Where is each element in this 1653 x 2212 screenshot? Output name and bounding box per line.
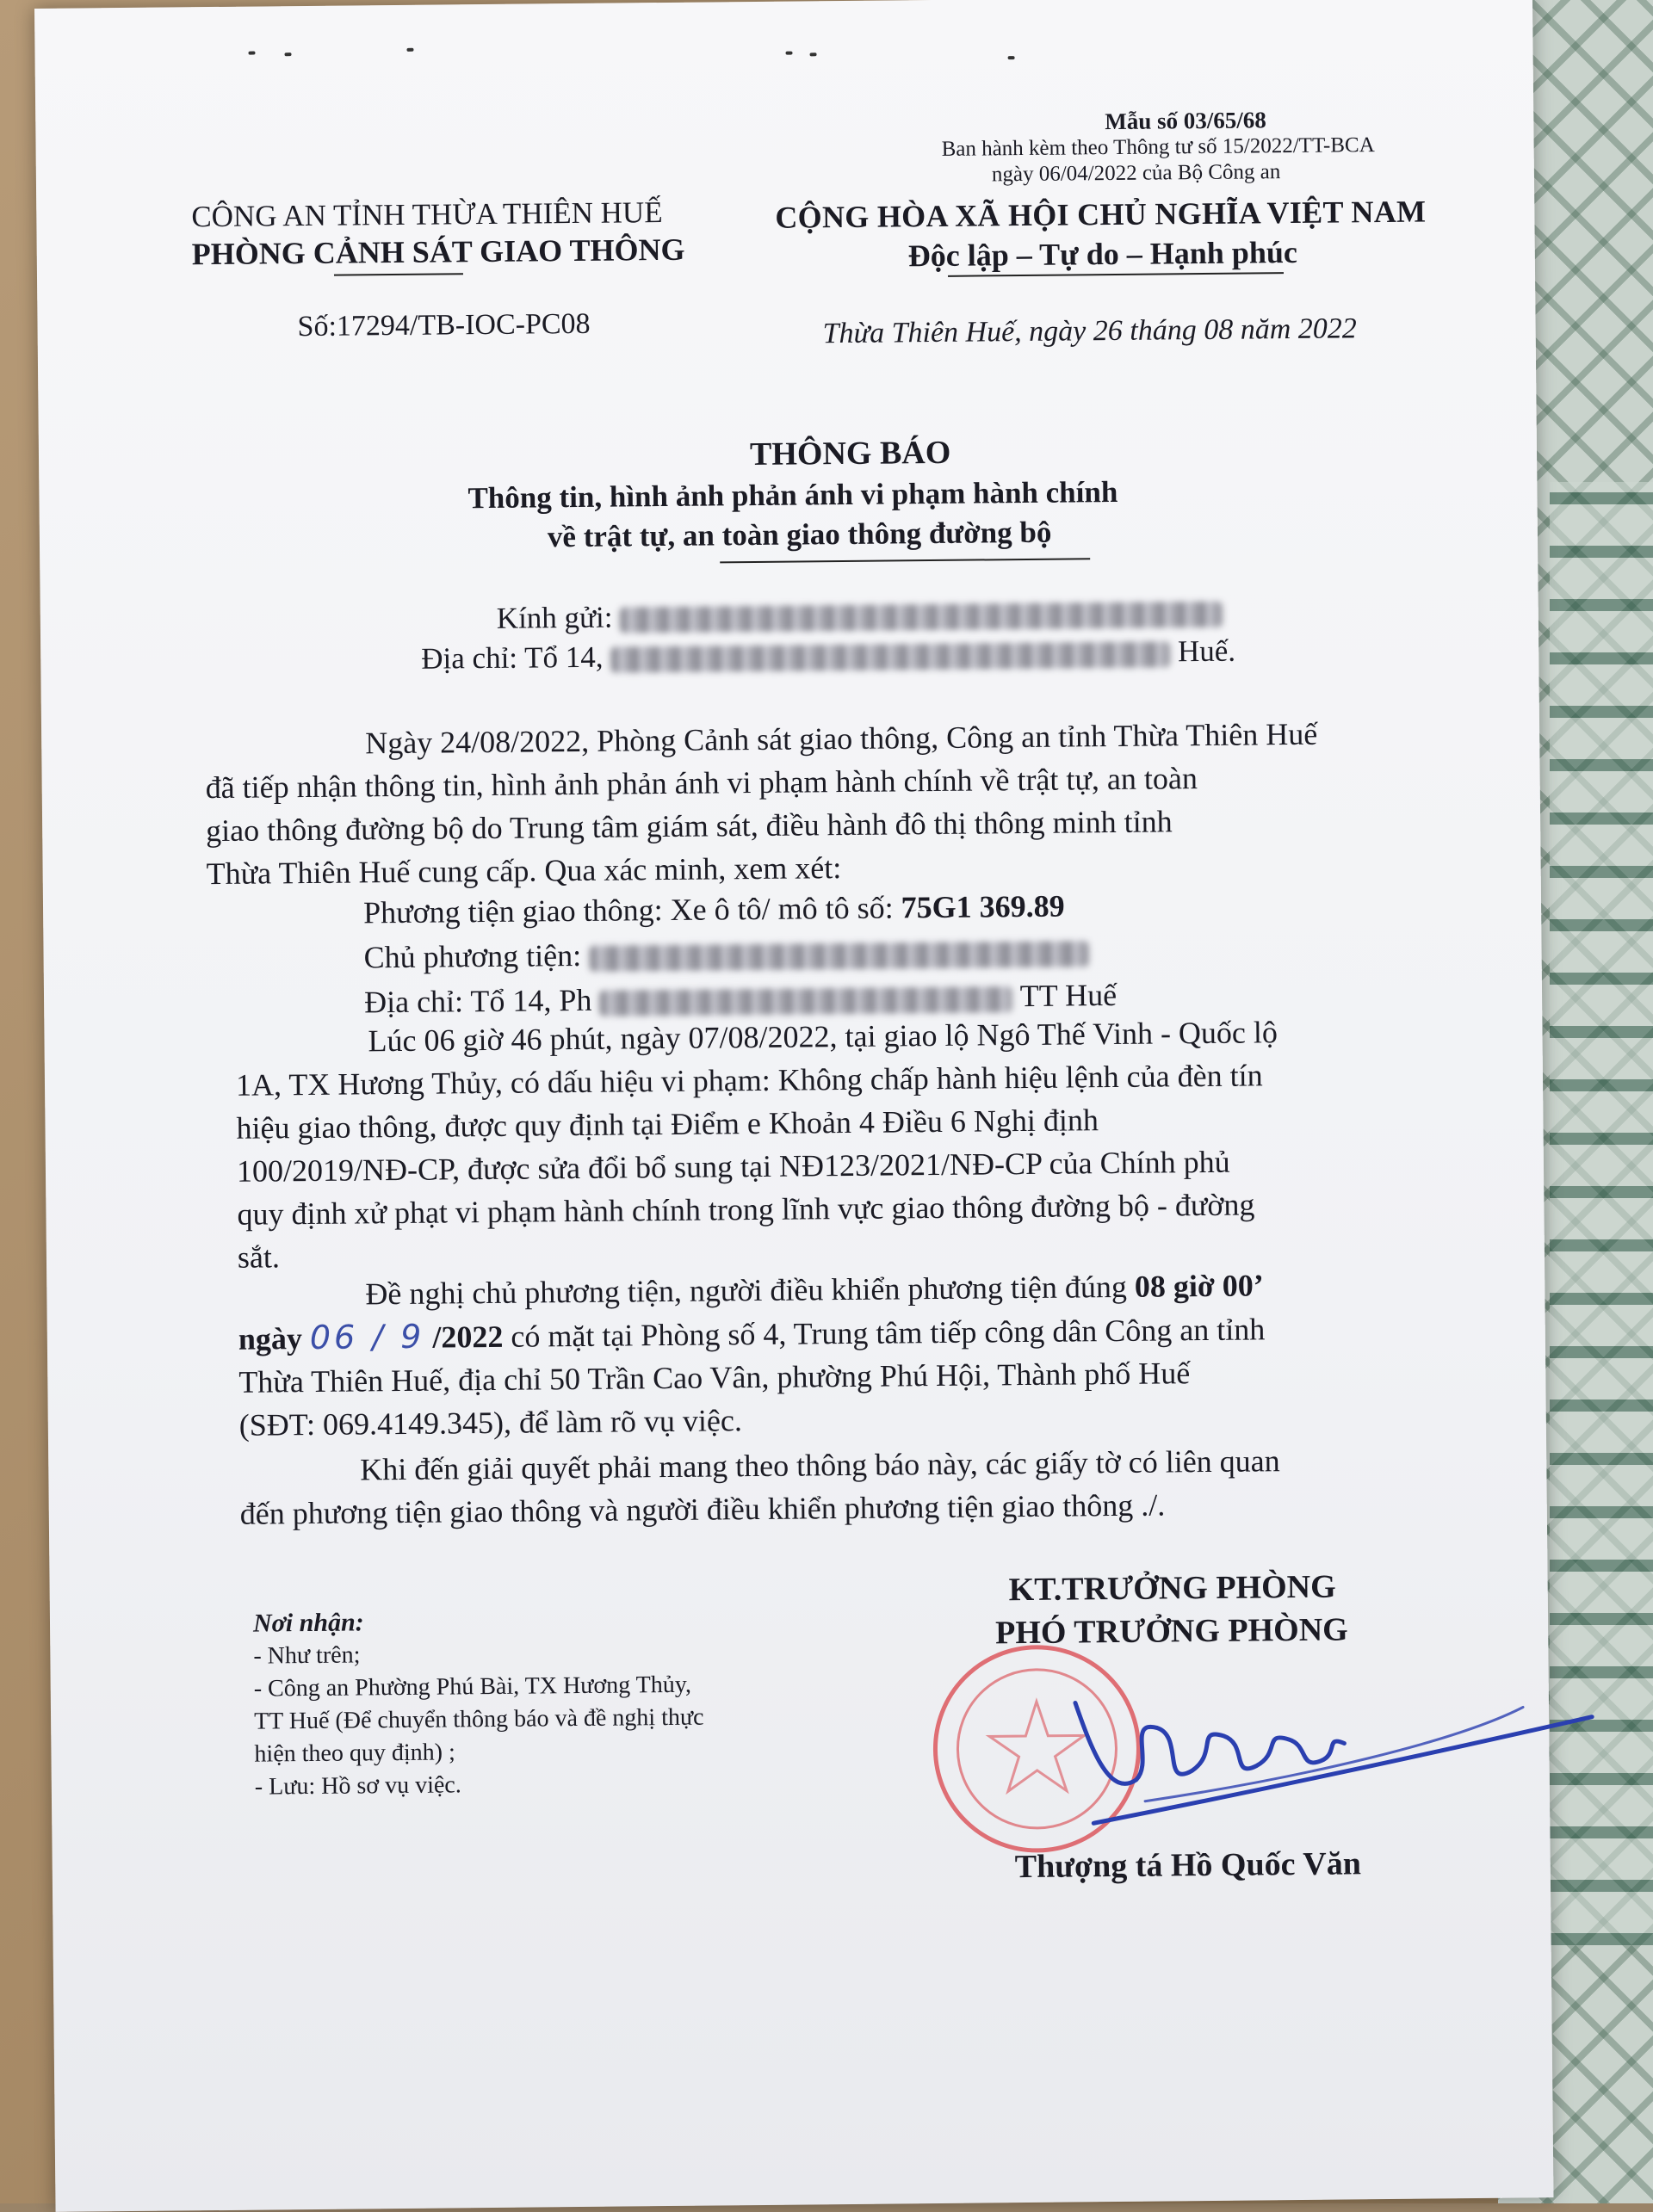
recipients-item: - Lưu: Hồ sơ vụ việc.: [254, 1771, 461, 1801]
paragraph-violation: [235, 1010, 1279, 1279]
print-mark: [406, 48, 413, 52]
summons-day-label: ngày: [238, 1321, 303, 1356]
republic-heading: CỘNG HÒA XÃ HỘI CHỦ NGHĨA VIỆT NAM: [775, 194, 1427, 235]
handwritten-signature-icon: [1040, 1647, 1610, 1850]
vehicle-plate: 75G1 369.89: [901, 888, 1065, 925]
place-date: Thừa Thiên Huế, ngày 26 tháng 08 năm 2022: [822, 312, 1357, 350]
redacted-recipient-address: [610, 641, 1170, 672]
paragraph-line: 1A, TX Hương Thủy, có dấu hiệu vi phạm: Không chấp hành hiệu lệnh của đèn tín: [235, 1058, 1263, 1103]
print-mark: [786, 52, 793, 55]
summons-text: Đề nghị chủ phương tiện, người điều khiển phương tiện đúng: [365, 1269, 1136, 1312]
issued-with-circular: Ban hành kèm theo Thông tư số 15/2022/TT-BCA: [941, 133, 1375, 161]
print-mark: [248, 52, 255, 55]
issued-date: ngày 06/04/2022 của Bộ Công an: [991, 160, 1281, 187]
summons-location: có mặt tại Phòng số 4, Trung tâm tiếp công dân Công an tỉnh: [503, 1312, 1266, 1354]
owner-label: Chủ phương tiện:: [363, 937, 582, 975]
paragraph-line: 100/2019/NĐ-CP, được sửa đổi bổ sung tại NĐ123/2021/NĐ-CP của Chính phủ: [236, 1144, 1230, 1189]
document-sheet: [34, 0, 1553, 2212]
document-number: Số:17294/TB-IOC-PC08: [297, 307, 591, 343]
handwritten-date: 06 / 9: [309, 1317, 425, 1356]
paragraph-line: quy định xử phạt vi phạm hành chính trong lĩnh vực giao thông đường bộ - đường: [237, 1187, 1255, 1232]
agency-name: CÔNG AN TỈNH THỪA THIÊN HUẾ: [191, 195, 663, 234]
owner-line: [363, 928, 1116, 979]
recipients-item: - Như trên;: [253, 1641, 361, 1670]
paragraph-line: đến phương tiện giao thông và người điều khiển phương tiện giao thông ./.: [239, 1487, 1166, 1531]
recipient-address-tail: Huế.: [1177, 633, 1236, 669]
document-subtitle-line2: về trật tự, an toàn giao thông đường bộ: [547, 515, 1052, 554]
recipient-label: Kính gửi:: [496, 600, 613, 635]
paragraph-line: Khi đến giải quyết phải mang theo thông báo này, các giấy tờ có liên quan: [360, 1443, 1280, 1487]
owner-address-label: Địa chỉ: Tổ 14, Ph: [363, 982, 592, 1020]
department-underline: [334, 273, 463, 275]
paragraph-line: Ngày 24/08/2022, Phòng Cảnh sát giao thông, Công an tỉnh Thừa Thiên Huế: [365, 716, 1318, 761]
recipient-address-label: Địa chỉ: Tổ 14,: [421, 640, 604, 676]
paragraph-reception: [205, 713, 1319, 895]
vehicle-line: [363, 883, 1116, 935]
recipient-line: [497, 595, 1223, 636]
paragraph-line: hiệu giao thông, được quy định tại Điểm e Khoản 4 Điều 6 Nghị định: [236, 1103, 1099, 1146]
subtitle-underline: [720, 558, 1090, 563]
paragraph-line: Thừa Thiên Huế, địa chỉ 50 Trần Cao Vân, phường Phú Hội, Thành phố Huế: [238, 1356, 1191, 1399]
summons-year: /2022: [432, 1319, 504, 1355]
paragraph-line: Thừa Thiên Huế cung cấp. Qua xác minh, xem xét:: [206, 850, 842, 892]
paragraph-line: (SĐT: 069.4149.345), để làm rõ vụ việc.: [238, 1403, 743, 1443]
redacted-owner-address: [599, 986, 1012, 1016]
redacted-recipient-name: [620, 602, 1223, 633]
paragraph-line: đã tiếp nhận thông tin, hình ảnh phản ánh vi phạm hành chính về trật tự, an toàn: [205, 761, 1198, 806]
recipients-item: hiện theo quy định) ;: [254, 1739, 455, 1768]
recipients-item: TT Huế (Để chuyển thông báo và đề nghị thực: [253, 1703, 704, 1735]
form-number: Mẫu số 03/65/68: [1105, 107, 1266, 135]
document-subtitle-line1: Thông tin, hình ảnh phản ánh vi phạm hành chính: [467, 474, 1118, 516]
document-title: THÔNG BÁO: [749, 434, 951, 473]
paragraph-line: giao thông đường bộ do Trung tâm giám sát, điều hành đô thị thông minh tỉnh: [205, 804, 1173, 849]
owner-address-tail: TT Huế: [1019, 977, 1117, 1014]
paragraph-summons: [238, 1264, 1266, 1446]
paragraph-line: sắt.: [237, 1239, 281, 1275]
paragraph-requirements: [239, 1439, 1280, 1535]
paragraph-line: Lúc 06 giờ 46 phút, ngày 07/08/2022, tại giao lộ Ngô Thế Vinh - Quốc lộ: [368, 1015, 1278, 1059]
signature-title-line2: PHÓ TRƯỞNG PHÒNG: [994, 1611, 1348, 1652]
recipients-list: [253, 1603, 705, 1804]
summons-time: 08 giờ 00’: [1134, 1268, 1264, 1304]
recipient-address-line: [421, 634, 1235, 677]
department-name: PHÒNG CẢNH SÁT GIAO THÔNG: [191, 232, 685, 272]
signature-title-line1: KT.TRƯỞNG PHÒNG: [1008, 1568, 1336, 1609]
redacted-owner-name: [589, 941, 1088, 972]
vehicle-details: [363, 883, 1117, 1024]
print-mark: [1008, 56, 1015, 59]
print-mark: [810, 53, 817, 56]
recipients-heading: Nơi nhận:: [252, 1608, 364, 1638]
recipients-item: - Công an Phường Phú Bài, TX Hương Thủy,: [253, 1671, 692, 1702]
national-motto: Độc lập – Tự do – Hạnh phúc: [907, 234, 1298, 274]
signer-name: Thượng tá Hồ Quốc Văn: [1014, 1845, 1362, 1886]
vehicle-label: Phương tiện giao thông: Xe ô tô/ mô tô số:: [362, 890, 894, 930]
print-mark: [285, 53, 292, 56]
